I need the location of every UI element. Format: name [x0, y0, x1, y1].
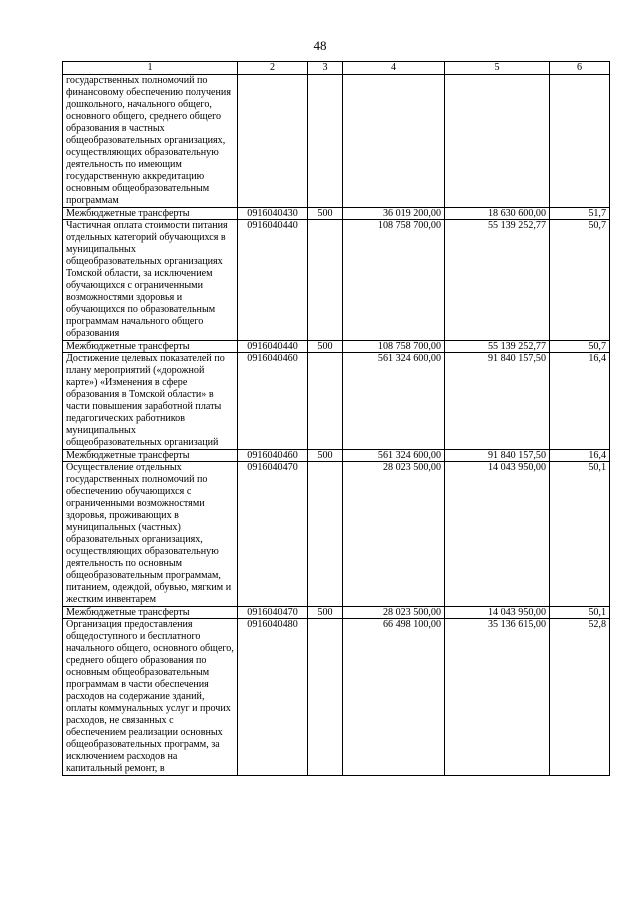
column-header: 4 — [343, 62, 445, 75]
column-header: 6 — [550, 62, 610, 75]
cell-code — [238, 75, 308, 208]
cell-plan: 28 023 500,00 — [343, 462, 445, 607]
table-row — [63, 220, 610, 341]
cell-actual: 55 139 252,77 — [445, 341, 550, 353]
column-header: 1 — [63, 62, 238, 75]
cell-name: Межбюджетные трансферты — [63, 208, 238, 220]
cell-actual: 55 139 252,77 — [445, 220, 550, 341]
cell-plan: 36 019 200,00 — [343, 208, 445, 220]
cell-actual — [445, 75, 550, 208]
budget-table — [62, 61, 610, 776]
cell-percent: 16,4 — [550, 353, 610, 450]
cell-name: Достижение целевых показателей по плану мероприятий («дорожной карте») «Изменения в сфере образования в Томской области» в части повышения заработной платы педагогических работников муниципальных общеобразовательных организаций — [63, 353, 238, 450]
cell-name: Межбюджетные трансферты — [63, 450, 238, 462]
cell-plan: 108 758 700,00 — [343, 341, 445, 353]
cell-percent: 50,7 — [550, 220, 610, 341]
cell-name: Межбюджетные трансферты — [63, 341, 238, 353]
cell-name: Осуществление отдельных государственных полномочий по обеспечению обучающихся с ограниченными возможностями здоровья, проживающих в муниципальных (частных) образовательных организациях, осуществляющих образовательную деятельность по основным общеобразовательным программам, питанием, одеждой, обувью, мягким и жестким инвентарем — [63, 462, 238, 607]
cell-code: 0916040430 — [238, 208, 308, 220]
table-row — [63, 208, 610, 220]
table-row — [63, 607, 610, 619]
cell-percent: 51,7 — [550, 208, 610, 220]
cell-plan: 561 324 600,00 — [343, 450, 445, 462]
table-row — [63, 450, 610, 462]
column-header: 5 — [445, 62, 550, 75]
cell-code: 0916040470 — [238, 607, 308, 619]
cell-actual: 91 840 157,50 — [445, 353, 550, 450]
cell-actual: 14 043 950,00 — [445, 607, 550, 619]
cell-code: 0916040460 — [238, 353, 308, 450]
cell-name: Организация предоставления общедоступного и бесплатного начального общего, основного общего, среднего общего образования по основным общеобразовательным программам в части обеспечения расходов на содержание зданий, оплаты коммунальных услуг и прочих расходов, не связанных с обеспечением реализации основных общеобразовательных программ, за исключением расходов на капитальный ремонт, в — [63, 619, 238, 776]
cell-code: 0916040440 — [238, 220, 308, 341]
cell-type — [308, 353, 343, 450]
table-row — [63, 341, 610, 353]
cell-percent: 16,4 — [550, 450, 610, 462]
cell-code: 0916040440 — [238, 341, 308, 353]
cell-name: Частичная оплата стоимости питания отдельных категорий обучающихся в муниципальных общеобразовательных организациях Томской области, за исключением обучающихся с ограниченными возможностями здоровья и обучающихся по образовательным программам начального общего образования — [63, 220, 238, 341]
cell-type: 500 — [308, 208, 343, 220]
cell-plan: 561 324 600,00 — [343, 353, 445, 450]
cell-type: 500 — [308, 450, 343, 462]
cell-type — [308, 619, 343, 776]
table-row — [63, 75, 610, 208]
cell-type: 500 — [308, 607, 343, 619]
cell-percent: 52,8 — [550, 619, 610, 776]
cell-actual: 91 840 157,50 — [445, 450, 550, 462]
cell-percent — [550, 75, 610, 208]
cell-plan — [343, 75, 445, 208]
column-header: 2 — [238, 62, 308, 75]
cell-actual: 18 630 600,00 — [445, 208, 550, 220]
cell-actual: 35 136 615,00 — [445, 619, 550, 776]
cell-plan: 28 023 500,00 — [343, 607, 445, 619]
column-header: 3 — [308, 62, 343, 75]
table-row — [63, 619, 610, 776]
table-row — [63, 353, 610, 450]
cell-plan: 108 758 700,00 — [343, 220, 445, 341]
table-row — [63, 462, 610, 607]
cell-plan: 66 498 100,00 — [343, 619, 445, 776]
cell-code: 0916040470 — [238, 462, 308, 607]
cell-percent: 50,1 — [550, 462, 610, 607]
table-header-row — [63, 62, 610, 75]
cell-type: 500 — [308, 341, 343, 353]
cell-actual: 14 043 950,00 — [445, 462, 550, 607]
cell-code: 0916040460 — [238, 450, 308, 462]
cell-type — [308, 462, 343, 607]
cell-percent: 50,1 — [550, 607, 610, 619]
cell-name: государственных полномочий по финансовому обеспечению получения дошкольного, начального общего, основного общего, среднего общего образования в частных общеобразовательных организациях, осуществляющих образовательную деятельность по имеющим государственную аккредитацию основным общеобразовательным программам — [63, 75, 238, 208]
cell-code: 0916040480 — [238, 619, 308, 776]
cell-type — [308, 75, 343, 208]
cell-percent: 50,7 — [550, 341, 610, 353]
cell-type — [308, 220, 343, 341]
page-number: 48 — [313, 38, 327, 53]
cell-name: Межбюджетные трансферты — [63, 607, 238, 619]
